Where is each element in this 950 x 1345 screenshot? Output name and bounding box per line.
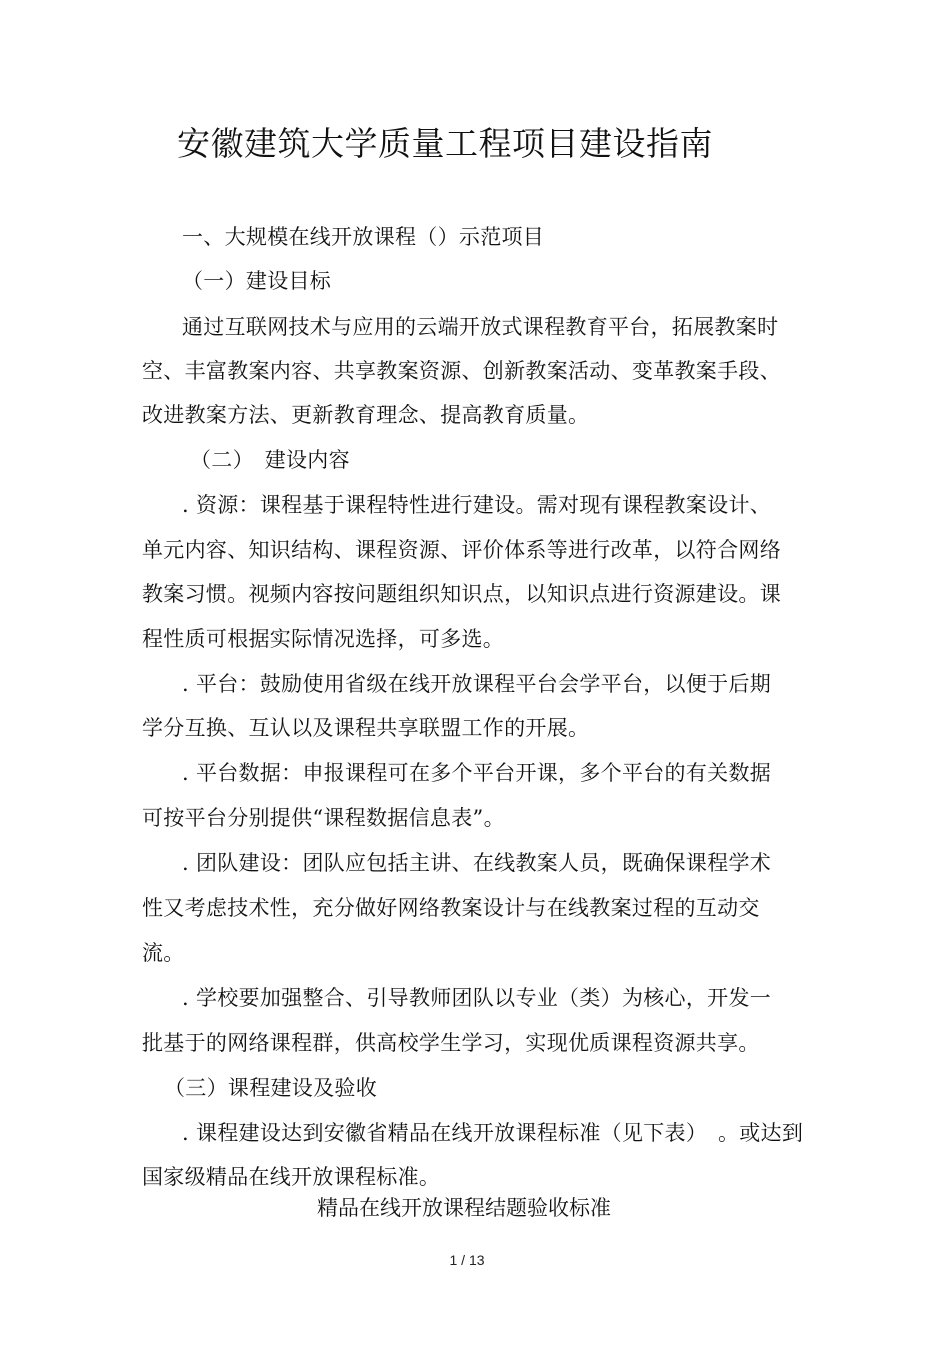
page-number: 1 / 13 bbox=[449, 1252, 485, 1268]
paragraph-line: 国家级精品在线开放课程标准。 bbox=[142, 1165, 441, 1189]
paragraph-line: . 资源：课程基于课程特性进行建设。需对现有课程教案设计、 bbox=[182, 493, 772, 517]
paragraph-line: 学分互换、互认以及课程共享联盟工作的开展。 bbox=[142, 716, 590, 740]
paragraph-line: . 团队建设：团队应包括主讲、在线教案人员，既确保课程学术 bbox=[182, 851, 772, 875]
document-title: 安徽建筑大学质量工程项目建设指南 bbox=[177, 124, 713, 163]
paragraph-line: 通过互联网技术与应用的云端开放式课程教育平台，拓展教案时 bbox=[182, 315, 779, 339]
paragraph-line: 流。 bbox=[142, 941, 185, 965]
section-heading-1: 一、大规模在线开放课程（）示范项目 bbox=[182, 225, 545, 249]
paragraph-line: 程性质可根据实际情况选择，可多选。 bbox=[142, 627, 505, 651]
paragraph-line: . 学校要加强整合、引导教师团队以专业（类）为核心，开发一 bbox=[182, 986, 772, 1010]
paragraph-line: . 课程建设达到安徽省精品在线开放课程标准（见下表） 。或达到 bbox=[182, 1121, 804, 1145]
subsection-heading-goal: （一）建设目标 bbox=[182, 269, 332, 293]
paragraph-line: 性又考虑技术性，充分做好网络教案设计与在线教案过程的互动交 bbox=[142, 896, 760, 920]
subsection-heading-content: （二） 建设内容 bbox=[190, 448, 350, 472]
paragraph-line: 改进教案方法、更新教育理念、提高教育质量。 bbox=[142, 403, 590, 427]
paragraph-line: 可按平台分别提供“课程数据信息表”。 bbox=[142, 806, 505, 830]
paragraph-line: . 平台：鼓励使用省级在线开放课程平台会学平台，以便于后期 bbox=[182, 672, 772, 696]
paragraph-line: 空、丰富教案内容、共享教案资源、创新教案活动、变革教案手段、 bbox=[142, 359, 781, 383]
paragraph-line: 批基于的网络课程群，供高校学生学习，实现优质课程资源共享。 bbox=[142, 1031, 760, 1055]
paragraph-line: 教案习惯。视频内容按问题组织知识点，以知识点进行资源建设。课 bbox=[142, 582, 781, 606]
paragraph-line: 单元内容、知识结构、课程资源、评价体系等进行改革，以符合网络 bbox=[142, 538, 781, 562]
subsection-heading-acceptance: （三）课程建设及验收 bbox=[164, 1076, 377, 1100]
paragraph-line: . 平台数据：申报课程可在多个平台开课，多个平台的有关数据 bbox=[182, 761, 772, 785]
table-caption: 精品在线开放课程结题验收标准 bbox=[317, 1196, 611, 1220]
